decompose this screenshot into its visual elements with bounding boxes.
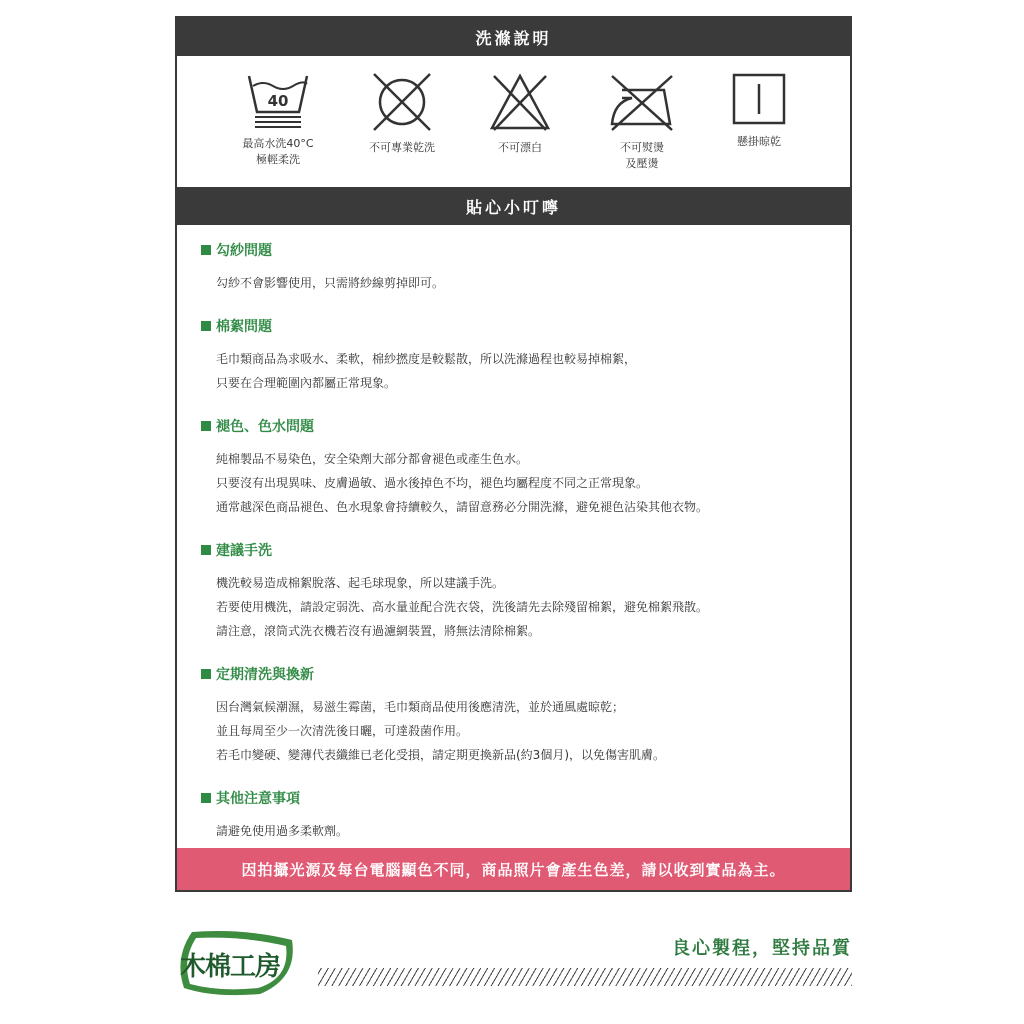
care-label: 最高水洗40°C 極輕柔洗	[242, 137, 314, 166]
tip-line: 並且每周至少一次清洗後日曬，可達殺菌作用。	[216, 724, 469, 738]
care-label: 懸掛晾乾	[737, 135, 781, 148]
tip-section-title: 定期清洗與換新	[201, 663, 850, 685]
tip-section-title: 勾紗問題	[201, 239, 850, 261]
tip-line: 請注意，滾筒式洗衣機若沒有過濾網裝置，將無法清除棉絮。	[216, 624, 541, 638]
no-iron-icon	[608, 72, 676, 132]
care-item-dry-clean	[342, 72, 462, 156]
tip-line: 純棉製品不易染色，安全染劑大部分都會褪色或產生色水。	[216, 452, 529, 466]
care-card	[175, 16, 852, 892]
bullet-square-icon	[201, 245, 211, 255]
tip-line: 毛巾類商品為求吸水、柔軟，棉紗撚度是較鬆散，所以洗滌過程也較易掉棉絮，	[216, 352, 637, 366]
no-bleach-icon	[488, 72, 552, 132]
tip-section	[201, 239, 850, 295]
bullet-square-icon	[201, 669, 211, 679]
line-dry-icon	[731, 72, 787, 126]
tip-section	[201, 415, 850, 519]
tip-line: 只要沒有出現異味、皮膚過敏、過水後掉色不均，褪色均屬程度不同之正常現象。	[216, 476, 649, 490]
svg-text:40: 40	[267, 92, 289, 110]
bullet-square-icon	[201, 545, 211, 555]
tip-section-title: 棉絮問題	[201, 315, 850, 337]
bullet-square-icon	[201, 421, 211, 431]
tip-section-title: 建議手洗	[201, 539, 850, 561]
care-label: 不可漂白	[498, 141, 542, 154]
tip-line: 勾紗不會影響使用，只需將紗線剪掉即可。	[216, 276, 445, 290]
care-item-iron	[582, 72, 702, 172]
tips-header: 貼心小叮嚀	[177, 187, 850, 225]
bullet-square-icon	[201, 321, 211, 331]
tip-section	[201, 315, 850, 395]
tip-line: 因台灣氣候潮濕，易滋生霉菌，毛巾類商品使用後應清洗，並於通風處晾乾；	[216, 700, 625, 714]
decorative-hatch	[318, 968, 852, 986]
no-dry-clean-icon	[370, 72, 434, 132]
tip-line: 通常越深色商品褪色、色水現象會持續較久，請留意務必分開洗滌，避免褪色沾染其他衣物。	[216, 500, 709, 514]
bullet-square-icon	[201, 793, 211, 803]
brand-slogan: 良心製程，堅持品質	[672, 938, 852, 959]
brand-logo-text: 木棉工房	[180, 952, 281, 982]
tip-section	[201, 539, 850, 643]
wash-40-gentle-icon	[246, 72, 310, 128]
color-difference-notice: 因拍攝光源及每台電腦顯色不同，商品照片會產生色差，請以收到實品為主。	[177, 848, 850, 890]
tip-line: 機洗較易造成棉絮脫落、起毛球現象，所以建議手洗。	[216, 576, 505, 590]
tip-line: 若毛巾變硬、變薄代表纖維已老化受損，請定期更換新品(約3個月)，以免傷害肌膚。	[216, 748, 666, 762]
care-item-line-dry	[699, 72, 819, 150]
care-item-wash	[218, 72, 338, 168]
care-header: 洗滌說明	[177, 18, 850, 56]
care-symbols-row	[177, 56, 850, 187]
care-label: 不可專業乾洗	[369, 141, 435, 154]
care-item-bleach	[460, 72, 580, 156]
tip-section	[201, 663, 850, 767]
tip-section-title: 其他注意事項	[201, 787, 850, 809]
care-label: 不可熨燙 及壓燙	[620, 141, 664, 170]
brand-logo	[174, 928, 299, 998]
tip-line: 若要使用機洗，請設定弱洗、高水量並配合洗衣袋，洗後請先去除殘留棉絮，避免棉絮飛散。	[216, 600, 709, 614]
tip-section-title: 褪色、色水問題	[201, 415, 850, 437]
tip-line: 只要在合理範圍內都屬正常現象。	[216, 376, 397, 390]
tips-list	[177, 225, 850, 867]
tip-line: 請避免使用過多柔軟劑。	[216, 824, 349, 838]
